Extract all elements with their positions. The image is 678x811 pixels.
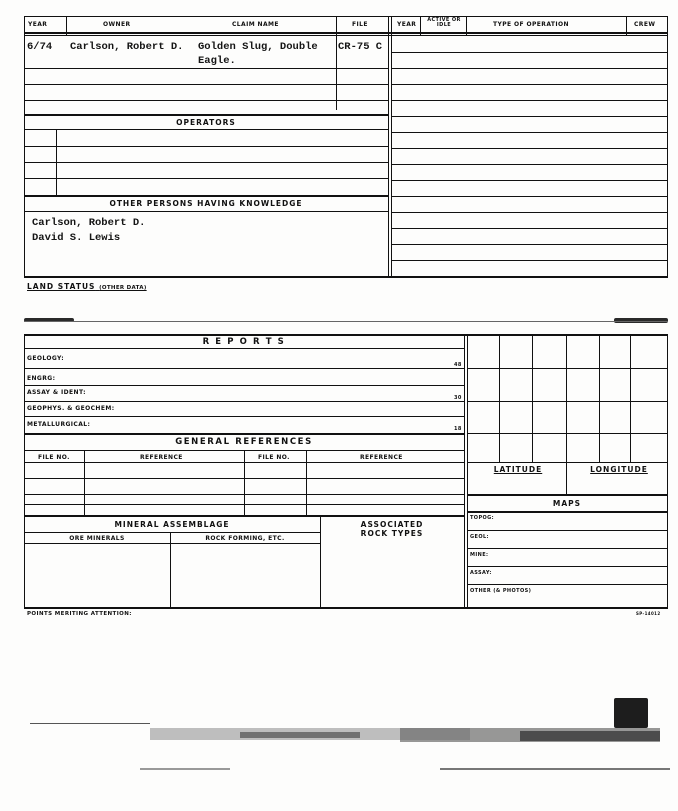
ref-col-file-no: FILE NO. [38, 454, 70, 461]
maps-assay-label: ASSAY: [470, 570, 492, 576]
col-rock-forming: ROCK FORMING, ETC. [205, 535, 285, 542]
entry-claim-name: Golden Slug, Double [198, 41, 318, 53]
ref-col-reference2: REFERENCE [360, 454, 403, 461]
maps-other-label: OTHER (& PHOTOS) [470, 588, 532, 594]
col-ore-minerals: ORE MINERALS [69, 535, 125, 542]
other-person-1: Carlson, Robert D. [32, 217, 146, 229]
reports-heading: R E P O R T S [202, 337, 286, 347]
col-file-label: FILE [352, 21, 368, 28]
maps-geol-label: GEOL: [470, 534, 489, 540]
report-geophys-label: GEOPHYS. & GEOCHEM: [27, 405, 115, 412]
operators-heading: OPERATORS [176, 118, 236, 127]
longitude-label: LONGITUDE [590, 465, 648, 474]
land-status-label [27, 283, 147, 292]
general-references-heading: GENERAL REFERENCES [175, 437, 313, 447]
associated-rock-types-line2: ROCK TYPES [360, 529, 424, 538]
col-year-label: YEAR [28, 21, 48, 28]
entry-file: CR-75 C [338, 41, 383, 53]
report-geology-code: 48 [454, 362, 462, 368]
report-assay-code: 30 [454, 395, 462, 401]
entry-owner: Carlson, Robert D. [70, 41, 184, 53]
entry-claim-name-cont: Eagle. [198, 55, 236, 67]
report-engrg-label: ENGRG: [27, 375, 56, 382]
latitude-label: LATITUDE [493, 465, 543, 474]
col-active-idle-label: ACTIVE OR IDLE [427, 17, 461, 28]
report-assay-label: ASSAY & IDENT: [27, 389, 86, 396]
maps-topog-label: TOPOG: [470, 515, 495, 521]
land-status-text: LAND STATUS [27, 282, 96, 291]
maps-heading: MAPS [552, 499, 582, 508]
associated-rock-types-line1: ASSOCIATED [360, 520, 424, 529]
ref-col-file-no2: FILE NO. [258, 454, 290, 461]
col-crew-label: CREW [634, 21, 656, 28]
col-owner-label: OWNER [103, 21, 131, 28]
maps-mine-label: MINE: [470, 552, 489, 558]
ref-col-reference: REFERENCE [140, 454, 183, 461]
report-metallurgical-label: METALLURGICAL: [27, 421, 91, 428]
points-meriting-attention-label: POINTS MERITING ATTENTION: [27, 611, 132, 617]
form-number: SP-14012 [636, 611, 661, 616]
col-type-operation-label: TYPE OF OPERATION [493, 21, 569, 28]
entry-year: 6/74 [27, 41, 53, 53]
report-metallurgical-code: 18 [454, 426, 462, 432]
col-claim-name-label: CLAIM NAME [232, 21, 279, 28]
scan-block-artifact [614, 698, 648, 728]
report-geology-label: GEOLOGY: [27, 355, 65, 362]
other-persons-heading: OTHER PERSONS HAVING KNOWLEDGE [109, 199, 303, 208]
col-year2-label: YEAR [397, 21, 417, 28]
land-status-sublabel: (OTHER DATA) [99, 285, 147, 291]
other-person-2: David S. Lewis [32, 232, 121, 244]
mineral-assemblage-heading: MINERAL ASSEMBLAGE [114, 520, 230, 529]
